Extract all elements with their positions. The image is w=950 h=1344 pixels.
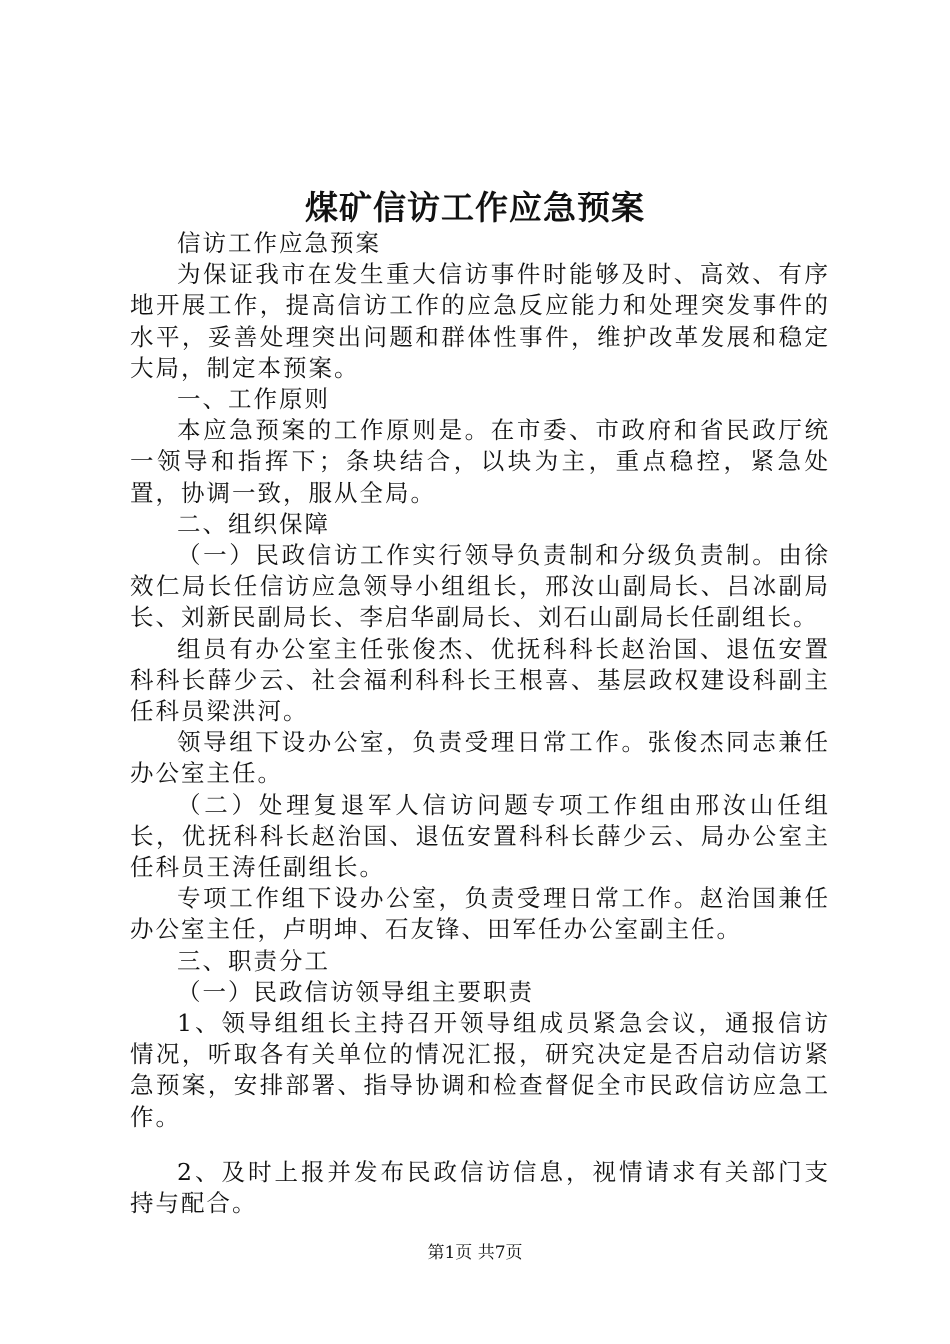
paragraph: 为保证我市在发生重大信访事件时能够及时、高效、有序地开展工作，提高信访工作的应急反应能力和处理突发事件的水平，妥善处理突出问题和群体性事件，维护改革发展和稳定大局，制定本预案。 [130, 260, 830, 382]
paragraph: （一）民政信访工作实行领导负责制和分级负责制。由徐效仁局长任信访应急领导小组组长，邢汝山副局长、吕冰副局长、刘新民副局长、李启华副局长、刘石山副局长任副组长。 [130, 541, 830, 632]
paragraph: 领导组下设办公室，负责受理日常工作。张俊杰同志兼任办公室主任。 [130, 728, 830, 788]
paragraph: 专项工作组下设办公室，负责受理日常工作。赵治国兼任办公室主任，卢明坤、石友锋、田军任办公室副主任。 [130, 884, 830, 944]
document-title: 煤矿信访工作应急预案 [305, 188, 645, 227]
section-heading: 一、工作原则 [177, 385, 330, 414]
subsection-heading: （一）民政信访领导组主要职责 [177, 977, 534, 1006]
paragraph: 1、领导组组长主持召开领导组成员紧急会议，通报信访情况，听取各有关单位的情况汇报，研究决定是否启动信访紧急预案，安排部署、指导协调和检查督促全市民政信访应急工作。 [130, 1009, 830, 1131]
paragraph: 组员有办公室主任张俊杰、优抚科科长赵治国、退伍安置科科长薛少云、社会福利科科长王根喜、基层政权建设科副主任科员梁洪河。 [130, 634, 830, 726]
paragraph: 本应急预案的工作原则是。在市委、市政府和省民政厅统一领导和指挥下；条块结合，以块为主，重点稳控，紧急处置，协调一致，服从全局。 [130, 416, 830, 507]
paragraph: 2、及时上报并发布民政信访信息，视情请求有关部门支持与配合。 [130, 1157, 830, 1218]
document-body [130, 228, 830, 1219]
page-number: 第1页 共7页 [427, 1243, 523, 1263]
section-heading: 三、职责分工 [177, 946, 330, 975]
paragraph: （二）处理复退军人信访问题专项工作组由邢汝山任组长，优抚科科长赵治国、退伍安置科科长薛少云、局办公室主任科员王涛任副组长。 [130, 790, 830, 882]
section-heading: 二、组织保障 [177, 509, 330, 538]
paragraph: 信访工作应急预案 [177, 229, 381, 257]
